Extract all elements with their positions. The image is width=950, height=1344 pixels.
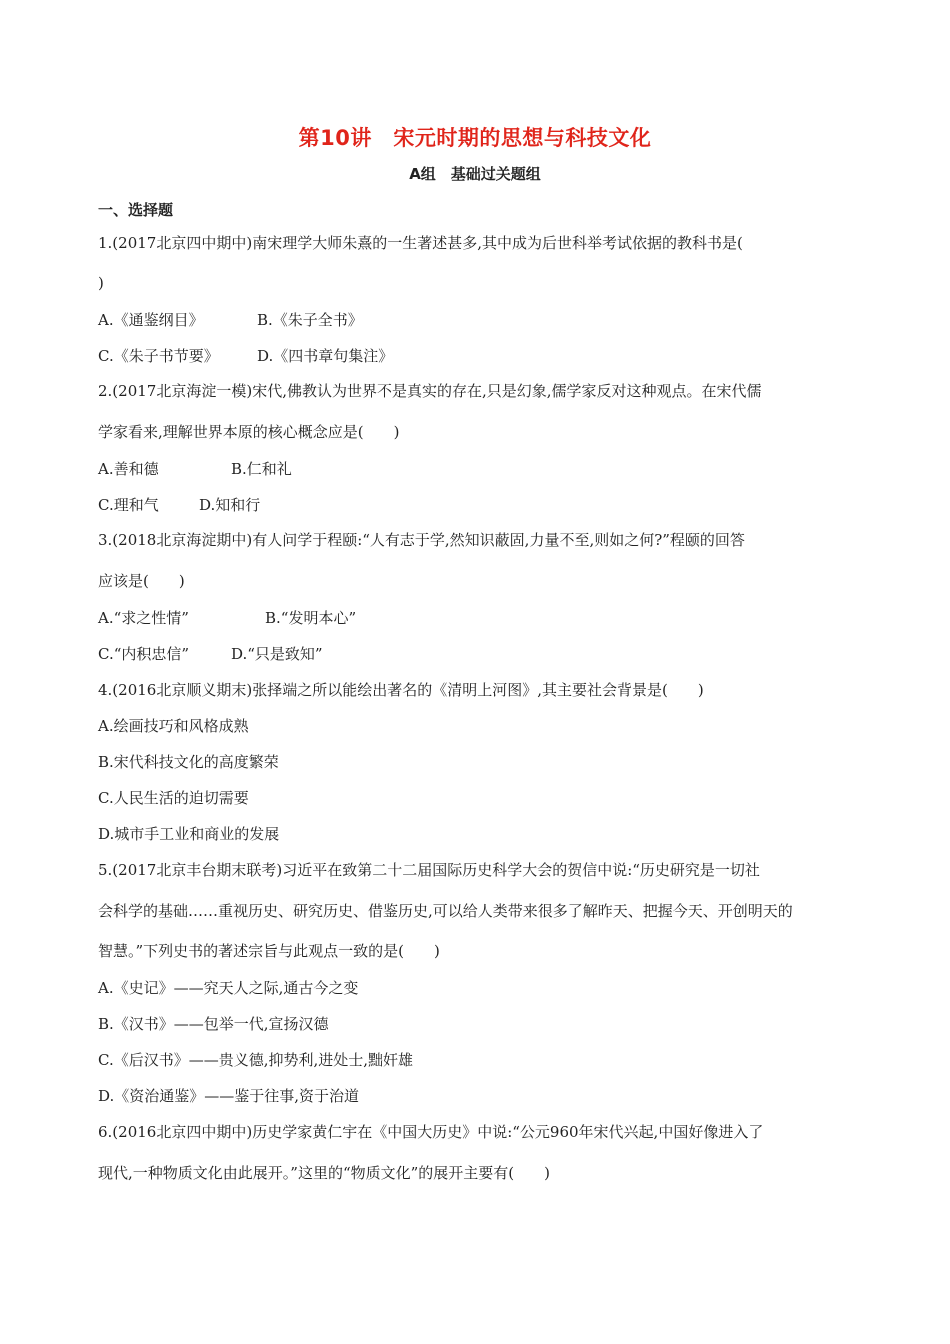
q4-option-d: D.城市手工业和商业的发展 [98,825,280,843]
q1-stem-line-1: 1.(2017北京四中期中)南宋理学大师朱熹的一生著述甚多,其中成为后世科举考试依据的教科书是( [98,234,743,252]
q4-stem-line-1: 4.(2016北京顺义期末)张择端之所以能绘出著名的《清明上河图》,其主要社会背景是( ) [98,681,704,699]
q4-option-a: A.绘画技巧和风格成熟 [98,717,249,735]
section-heading: 一、选择题 [98,201,174,219]
q1-option-a: A.《通鉴纲目》 [98,311,204,329]
q3-option-b: B.“发明本心” [265,609,357,627]
q3-option-a: A.“求之性情” [98,609,189,627]
q1-stem-line-2: ) [98,274,104,292]
group-subtitle: A组 基础过关题组 [409,165,541,183]
q1-option-d: D.《四书章句集注》 [257,347,394,365]
q3-stem-line-1: 3.(2018北京海淀期中)有人问学于程颐:“人有志于学,然知识蔽固,力量不至,则如之何?”程颐的回答 [98,531,745,549]
q5-stem-line-1: 5.(2017北京丰台期末联考)习近平在致第二十二届国际历史科学大会的贺信中说:“历史研究是一切社 [98,861,760,879]
q1-option-c: C.《朱子书节要》 [98,347,219,365]
q2-stem-line-2: 学家看来,理解世界本原的核心概念应是( ) [98,423,400,441]
q4-option-c: C.人民生活的迫切需要 [98,789,249,807]
q5-stem-line-2: 会科学的基础……重视历史、研究历史、借鉴历史,可以给人类带来很多了解昨天、把握今天、开创明天的 [98,902,793,920]
q1-option-b: B.《朱子全书》 [257,311,363,329]
q2-option-a: A.善和德 [98,460,159,478]
q5-stem-line-3: 智慧。”下列史书的著述宗旨与此观点一致的是( ) [98,942,440,960]
q6-stem-line-2: 现代,一种物质文化由此展开。”这里的“物质文化”的展开主要有( ) [98,1164,550,1182]
q3-option-d: D.“只是致知” [231,645,323,663]
q5-option-d: D.《资治通鉴》——鉴于往事,资于治道 [98,1087,360,1105]
q2-option-b: B.仁和礼 [231,460,292,478]
q2-stem-line-1: 2.(2017北京海淀一模)宋代,佛教认为世界不是真实的存在,只是幻象,儒学家反对这种观点。在宋代儒 [98,382,762,400]
q4-option-b: B.宋代科技文化的高度繁荣 [98,753,279,771]
q2-option-d: D.知和行 [199,496,261,514]
q3-stem-line-2: 应该是( ) [98,572,185,590]
page-title: 第10讲 宋元时期的思想与科技文化 [298,126,652,150]
q5-option-a: A.《史记》——究天人之际,通古今之变 [98,979,359,997]
q5-option-b: B.《汉书》——包举一代,宣扬汉德 [98,1015,329,1033]
q6-stem-line-1: 6.(2016北京四中期中)历史学家黄仁宇在《中国大历史》中说:“公元960年宋代兴起,中国好像进入了 [98,1123,764,1141]
q2-option-c: C.理和气 [98,496,159,514]
q5-option-c: C.《后汉书》——贵义德,抑势利,进处士,黜奸雄 [98,1051,414,1069]
q3-option-c: C.“内积忠信” [98,645,190,663]
